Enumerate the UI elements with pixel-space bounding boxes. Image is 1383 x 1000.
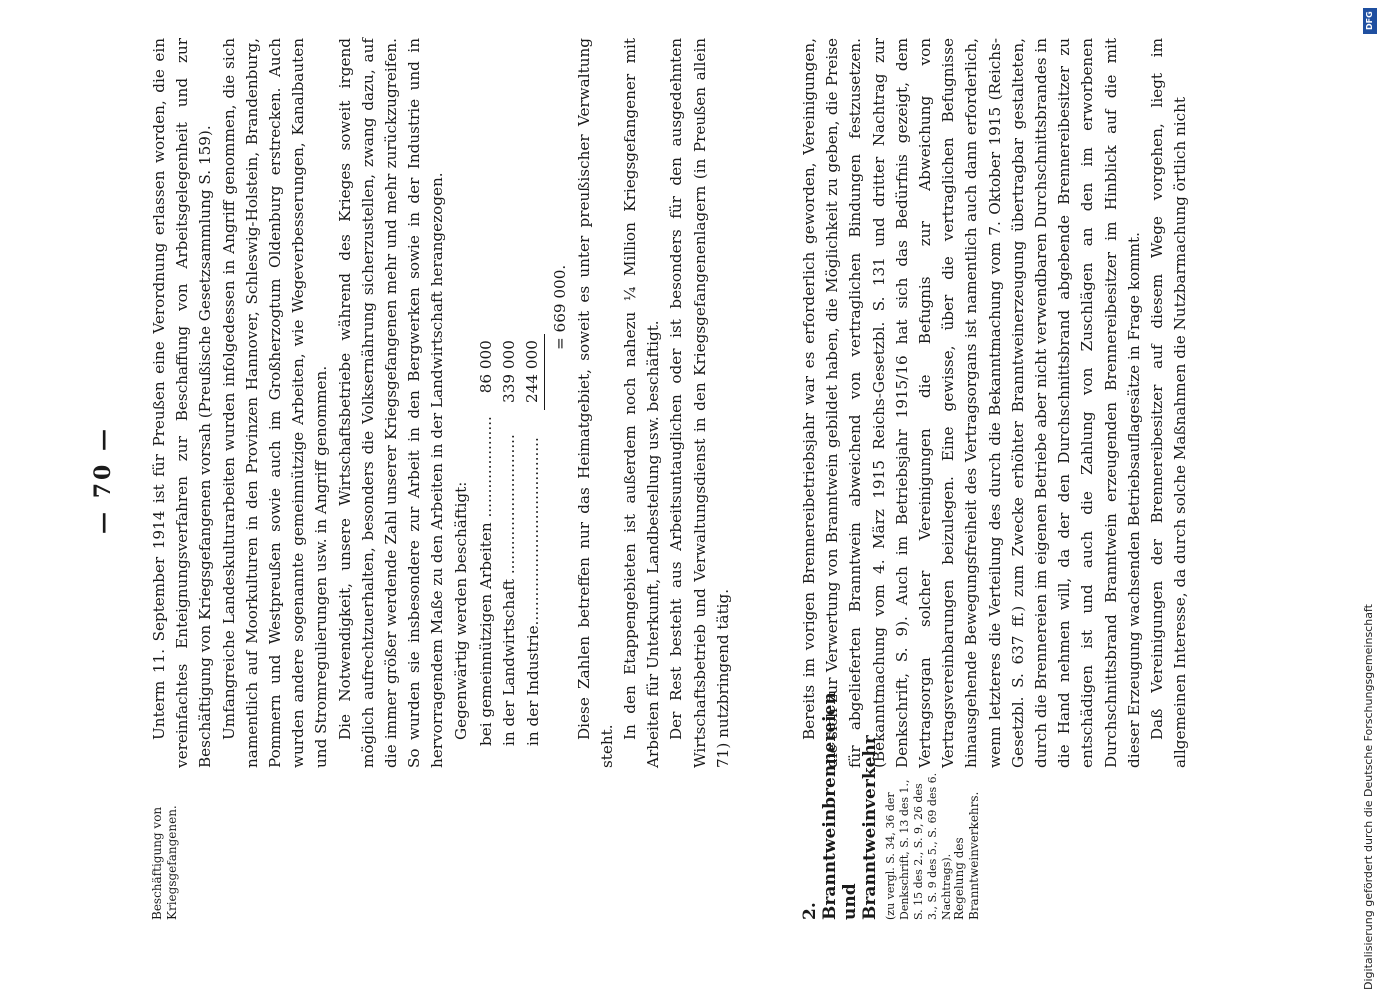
paragraph: Umfangreiche Landeskulturarbeiten wurden infolgedessen in Angriff genommen, die sich namentlich auf Moorkulturen in den Provinzen Hannover, Schleswig-Holstein, Brandenburg, Pommern und Westpreußen sowie auch im Großherzogtum Oldenburg erstrecken. Auch wurden andere sogenannte gemeinnützige Arbeiten, wie Wegeverbesserungen, Kanalbauten und Stromregulierungen usw. in Angriff genommen.: [219, 38, 331, 768]
paragraph: Diese Zahlen betreffen nur das Heimatgebiet, soweit es unter preußischer Verwaltung steht.: [574, 38, 616, 768]
employment-table: [475, 334, 546, 746]
section-reference: (zu vergl. S. 34, 36 der Denkschrift, S. 13 des 1., S. 15 des 2., S. 9, 26 des 3., S. 9 des 5., S. 69 des 6. Nachtrags).: [884, 772, 953, 920]
row-label: in der Industrie.......................................: [523, 437, 542, 746]
body-text-block-1: [148, 38, 735, 768]
paragraph: Der Rest besteht aus Arbeitsuntauglichen oder ist besonders für den ausgedehnten Wirtschaftsbetrieb und Verwaltungsdienst in den Kriegsgefangenenlagern (in Preußen allein 71) nutzbringend tätig.: [667, 38, 732, 768]
paragraph: Daß Vereinigungen der Brennereibesitzer auf diesem Wege vorgehen, liegt im allgemeinen Interesse, da durch solche Maßnahmen die Nutzbarmachung örtlich nicht: [1148, 38, 1190, 768]
paragraph: Bereits im vorigen Brennereibetriebsjahr war es erforderlich geworden, Vereinigungen, die sich zur Verwertung von Branntwein gebildet haben, die Möglichkeit zu geben, die Preise für abgelieferten Branntwein abweichend von vertraglichen Bindungen festzusetzen. (Bekanntmachung vom 4. März 1915 Reichs-Gesetzbl. S. 131 und dritter Nachtrag zur Denkschrift, S. 9). Auch im Betriebsjahr 1915/16 hat sich das Bedürfnis gezeigt, dem Vertragsorgan solcher Vereinigungen die Befugnis zur Abweichung von Vertragsvereinbarungen beizulegen. Eine gewisse, über die vertraglichen Befugnisse hinausgehende Bewegungsfreiheit des Vertragsorgans ist namentlich auch dann erforderlich, wenn letzteres die Verteilung des durch die Bekanntmachung vom 7. Oktober 1915 (Reichs-Gesetzbl. S. 637 ff.) zum Zwecke erhöhter Branntweinerzeugung übertragbar gestalteten, durch die Brennereien im eigenen Betriebe aber nicht verwendbaren Durchschnittsbrandes in die Hand nehmen will, da der den Durchschnittsbrand abgebende Brennereibesitzer zu entschädigen ist und auch die Zahlung von Zuschlägen an den im erworbenen Durchschnittsbrand Branntwein erzeugenden Brennereibesitzer im Hinblick auf die mit dieser Erzeugung wachsenden Betriebsauflagesätze in Frage kommt.: [800, 38, 1143, 768]
row-value: 339 000: [500, 340, 519, 403]
dfg-logo: DFG: [1363, 8, 1377, 34]
row-value: 244 000: [521, 334, 545, 410]
table-row: [498, 334, 521, 746]
margin-section: [800, 692, 954, 920]
page-number: — 70 —: [90, 426, 116, 534]
paragraph: In den Etappengebieten ist außerdem noch nahezu ¼ Million Kriegsgefangener mit Arbeiten für Unterkunft, Landbestellung usw. beschäftigt.: [621, 38, 663, 768]
row-value: 86 000: [476, 340, 495, 394]
margin-note-prisoners: Beschäftigung von Kriegsgefangenen.: [150, 805, 179, 920]
body-text-block-2: [798, 38, 1192, 768]
paragraph: Die Notwendigkeit, unsere Wirtschaftsbetriebe während des Krieges soweit irgend möglich aufrechtzuerhalten, besonders die Volksernährung sicherzustellen, zwang dazu, auf die immer größer werdende Zahl unserer Kriegsgefangenen mehr und mehr zurückzugreifen. So wurden sie insbesondere zur Arbeit in den Bergwerken sowie in der Industrie und in hervorragendem Maße zu den Arbeiten in der Landwirtschaft herangezogen.: [335, 38, 447, 768]
paragraph: Unterm 11. September 1914 ist für Preußen eine Verordnung erlassen worden, die ein vereinfachtes Enteignungsverfahren zur Beschaffung von Arbeitsgelegenheit und zur Beschäftigung von Kriegsgefangenen vorsah (Preußische Gesetzsammlung S. 159).: [150, 38, 215, 768]
table-row: [475, 334, 498, 746]
section-heading: 2. Branntweinbrennereien und Branntweinverkehr: [800, 692, 880, 920]
row-label: bei gemeinnützigen Arbeiten .....................: [476, 416, 495, 746]
table-total: = 669 000.: [551, 264, 570, 350]
digitization-credit: Digitalisierung gefördert durch die Deutsche Forschungsgemeinschaft: [1362, 604, 1375, 990]
table-row: [521, 334, 545, 746]
row-label: in der Landwirtschaft .............................: [500, 434, 519, 746]
margin-note-branntwein: Regelung des Branntweinverkehrs.: [952, 791, 981, 920]
table-intro: Gegenwärtig werden beschäftigt:: [451, 481, 470, 740]
